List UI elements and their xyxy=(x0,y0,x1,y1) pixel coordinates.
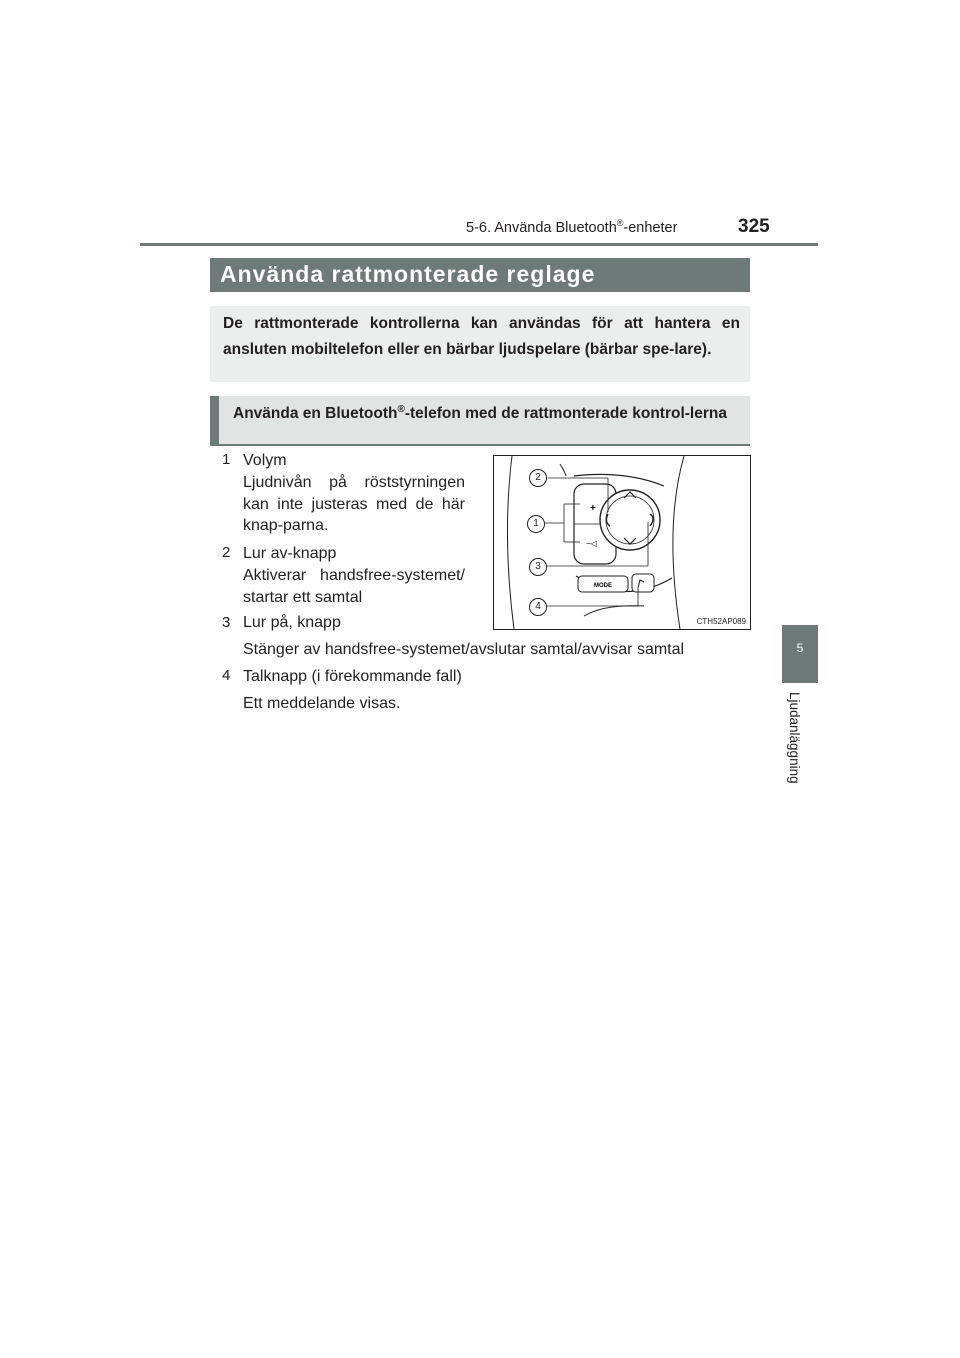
subheading-box xyxy=(210,396,750,446)
intro-text: De rattmonterade kontrollerna kan användas för att hantera en ansluten mobiltelefon eller en bärbar ljudspelare (bärbar spe-lare). xyxy=(223,315,740,358)
item-number: 2 xyxy=(222,544,231,561)
subheading-prefix: Använda en Bluetooth xyxy=(233,405,398,423)
section-title-bar xyxy=(210,258,750,292)
control-dial xyxy=(600,490,660,550)
callout-3: 3 xyxy=(529,558,547,576)
item-description: Ett meddelande visas. xyxy=(243,695,401,712)
section-title: Använda rattmonterade reglage xyxy=(220,261,596,287)
item-title: Talknapp (i förekommande fall) xyxy=(243,668,462,685)
page-number: 325 xyxy=(738,216,770,237)
intro-box xyxy=(210,306,750,382)
callout-1: 1 xyxy=(527,515,545,533)
item-number: 3 xyxy=(222,614,231,631)
chapter-tab[interactable] xyxy=(782,625,818,683)
mode-label: MODE xyxy=(594,583,612,589)
chapter-number: 5 xyxy=(796,641,804,655)
item-title: Lur på, knapp xyxy=(243,614,341,631)
item-title: Volym xyxy=(243,452,287,469)
callout-4: 4 xyxy=(529,598,547,616)
item-number: 4 xyxy=(222,667,231,684)
subheading-accent xyxy=(210,396,219,444)
registered-mark: ® xyxy=(616,218,624,228)
steering-wheel-figure xyxy=(493,455,751,630)
running-header xyxy=(466,218,677,236)
callout-2: 2 xyxy=(529,469,547,487)
svg-text:+: + xyxy=(590,503,596,514)
item-number: 1 xyxy=(222,451,231,468)
figure-code: CTH52AP089 xyxy=(696,617,746,626)
item-description: Ljudnivån på röststyrningen kan inte justeras med de här knap-parna. xyxy=(243,474,465,534)
talk-button xyxy=(632,574,654,592)
section-title-prefix: 5-6. Använda Bluetooth xyxy=(466,219,617,236)
registered-mark: ® xyxy=(397,404,405,415)
item-description: Aktiverar handsfree-systemet/ startar ett samtal xyxy=(243,567,465,606)
header-divider xyxy=(140,243,818,246)
subheading-text xyxy=(233,398,740,426)
section-title-suffix: -enheter xyxy=(623,219,678,236)
svg-text:−◁: −◁ xyxy=(586,539,597,548)
item-description: Stänger av handsfree-systemet/avslutar samtal/avvisar samtal xyxy=(243,641,685,658)
item-title: Lur av-knapp xyxy=(243,545,337,562)
chapter-label: Ljudanläggning xyxy=(787,692,802,784)
subheading-suffix: -telefon med de rattmonterade kontrol-lerna xyxy=(404,405,727,423)
